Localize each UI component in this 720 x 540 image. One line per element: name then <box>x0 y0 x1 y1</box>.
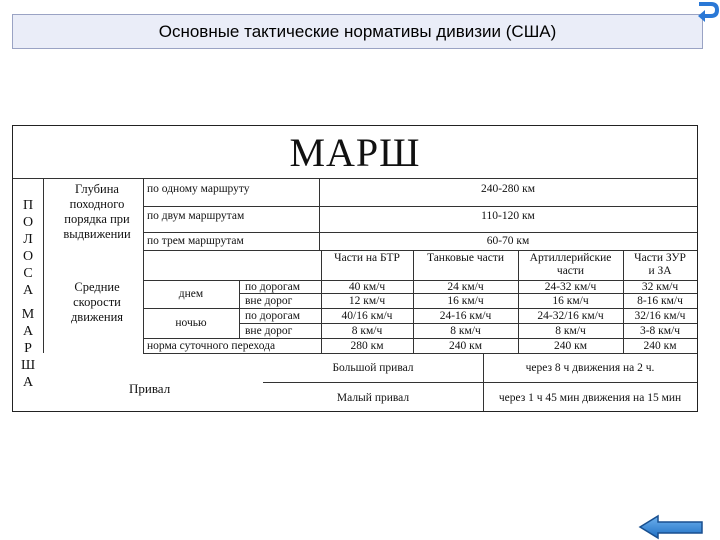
col-artillery: Артиллерийские части <box>529 252 612 277</box>
cell-night-road-art: 24-32/16 км/ч <box>537 310 604 322</box>
depth-route-3: по трем маршрутам <box>147 235 244 247</box>
cell-day-road-art: 24-32 км/ч <box>544 281 597 293</box>
small-halt-label: Малый привал <box>336 392 410 404</box>
small-halt-value: через 1 ч 45 мин движения на 15 мин <box>498 392 682 404</box>
big-halt-label: Большой привал <box>332 362 414 374</box>
depth-route-1: по одному маршруту <box>147 183 250 195</box>
depth-label: Глубина походного порядка при выдвижении <box>63 182 131 241</box>
depth-value-2: 110-120 км <box>481 210 535 222</box>
day-road-label: по дорогам <box>245 281 300 293</box>
side-label-polosa: П О Л О С А <box>22 198 34 298</box>
cell-day-offroad-btr: 12 км/ч <box>348 295 386 307</box>
cell-day-offroad-art: 16 км/ч <box>552 295 589 307</box>
back-arrow-button[interactable] <box>638 514 704 540</box>
col-zur: Части ЗУР и ЗА <box>634 252 686 277</box>
depth-value-1: 240-280 км <box>480 183 536 195</box>
return-arrow-icon[interactable] <box>693 0 719 24</box>
cell-night-offroad-btr: 8 км/ч <box>351 325 383 337</box>
slide-title-text: Основные тактические нормативы дивизии (США) <box>158 21 557 41</box>
col-btr: Части на БТР <box>334 252 400 264</box>
depth-value-3: 60-70 км <box>486 235 530 247</box>
cell-daily-tank: 240 км <box>449 340 482 352</box>
march-heading: МАРШ <box>289 130 421 175</box>
cell-night-road-tank: 24-16 км/ч <box>439 310 492 322</box>
cell-day-road-zur: 32 км/ч <box>641 281 679 293</box>
cell-day-offroad-zur: 8-16 км/ч <box>637 295 683 307</box>
cell-night-offroad-tank: 8 км/ч <box>450 325 481 337</box>
cell-night-offroad-art: 8 км/ч <box>555 325 586 337</box>
march-table-image <box>12 125 698 412</box>
slide-title <box>12 14 703 49</box>
speeds-label: Средние скорости движения <box>70 280 124 324</box>
big-halt-value: через 8 ч движения на 2 ч. <box>525 362 655 374</box>
cell-night-offroad-zur: 3-8 км/ч <box>639 325 681 337</box>
cell-day-offroad-tank: 16 км/ч <box>447 295 484 307</box>
night-label: ночью <box>175 317 207 329</box>
cell-night-road-zur: 32/16 км/ч <box>634 310 686 322</box>
depth-route-2: по двум маршрутам <box>147 210 245 222</box>
cell-daily-art: 240 км <box>554 340 587 352</box>
halt-label: Привал <box>129 381 171 396</box>
cell-daily-zur: 240 км <box>643 340 677 352</box>
night-offroad-label: вне дорог <box>245 325 293 337</box>
cell-day-road-tank: 24 км/ч <box>447 281 484 293</box>
cell-daily-btr: 280 км <box>350 340 384 352</box>
daily-label: норма суточного перехода <box>147 340 276 352</box>
day-offroad-label: вне дорог <box>245 295 293 307</box>
night-road-label: по дорогам <box>245 310 300 322</box>
side-label-marsha: М А Р Ш А <box>20 307 36 390</box>
col-tank: Танковые части <box>426 252 505 264</box>
cell-night-road-btr: 40/16 км/ч <box>341 310 393 322</box>
cell-day-road-btr: 40 км/ч <box>348 281 386 293</box>
day-label: днем <box>178 288 204 300</box>
